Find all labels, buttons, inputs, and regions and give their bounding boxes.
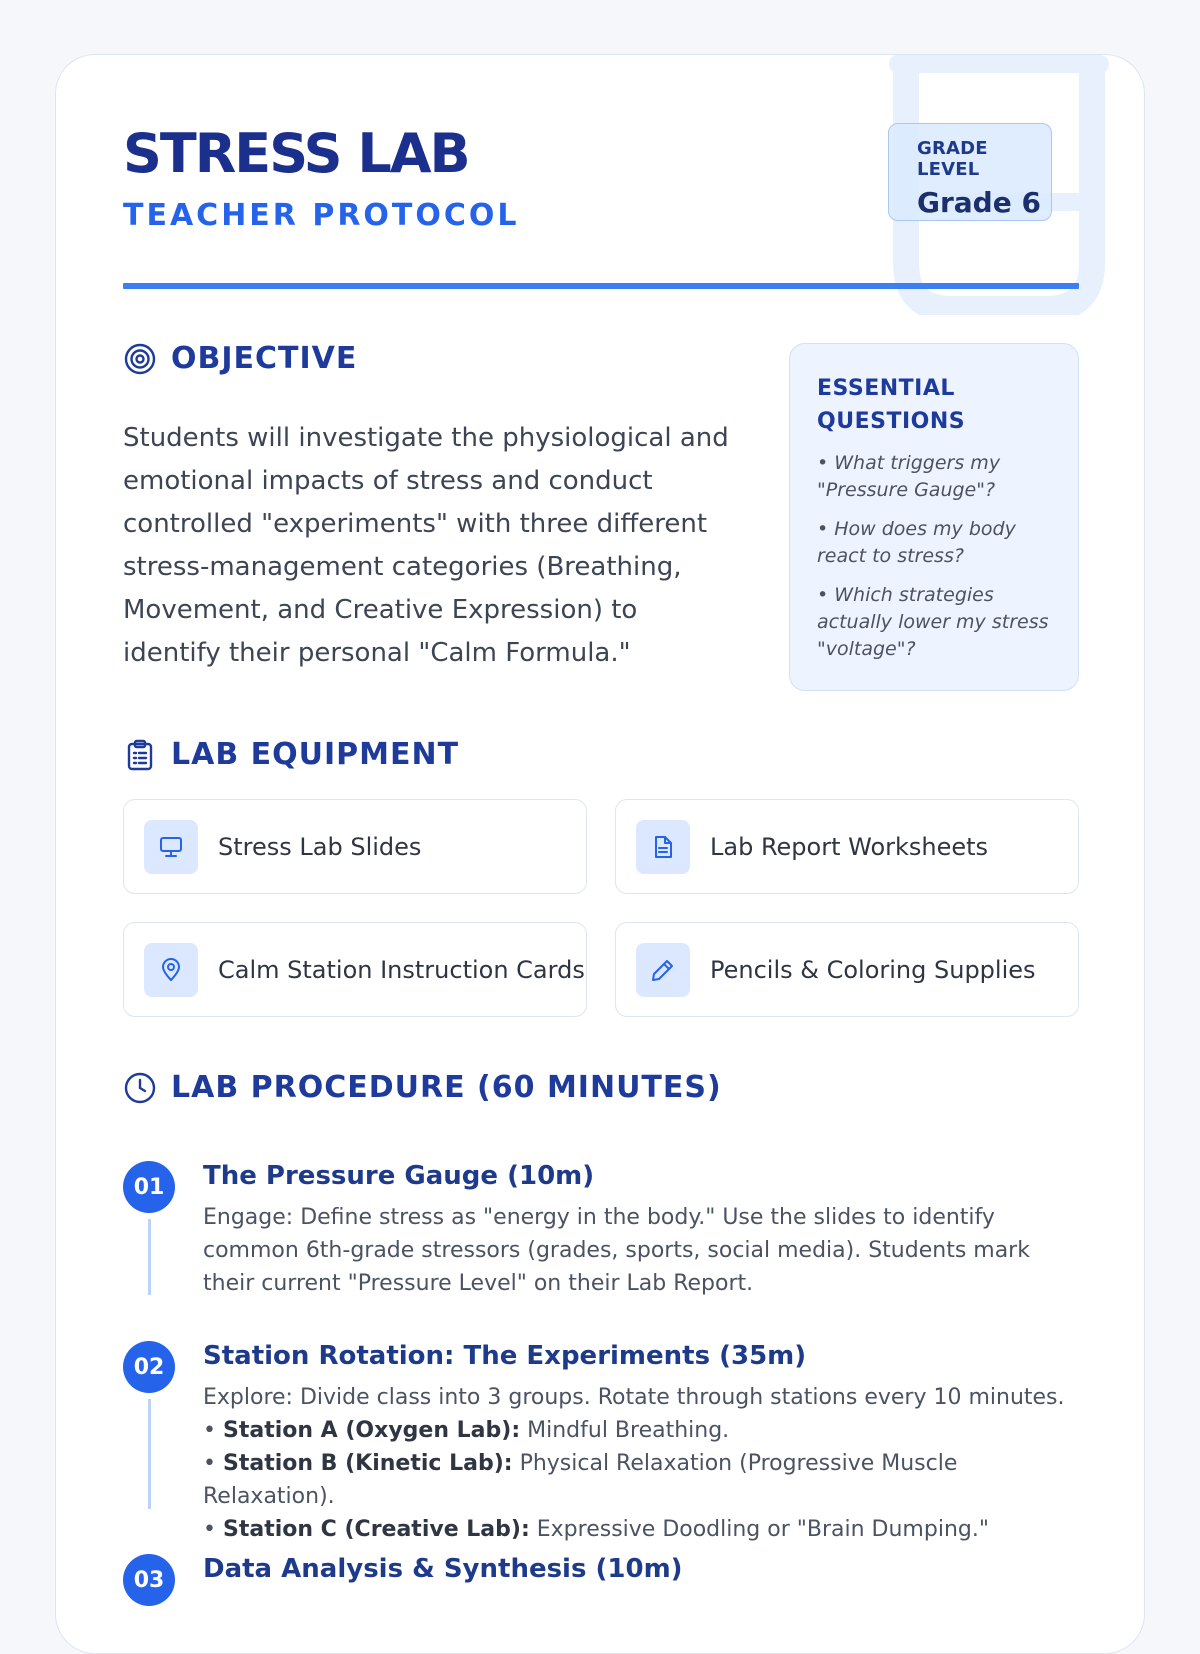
station-item: • Station A (Oxygen Lab): Mindful Breathing.: [203, 1418, 730, 1443]
equipment-heading: LAB EQUIPMENT: [171, 737, 460, 772]
objective-text: Students will investigate the physiological and emotional impacts of stress and conduct controlled "experiments" with three different stress-management categories (Breathing, Movement, and Creative Expression) to identify their personal "Calm Formula.": [123, 423, 729, 668]
procedure-heading: LAB PROCEDURE (60 MINUTES): [171, 1070, 722, 1105]
step-body: Engage: Define stress as "energy in the body." Use the slides to identify common 6th-grade stressors (grades, sports, social media). Students mark their current "Pressure Level" on their Lab Report.: [203, 1205, 1030, 1296]
step-number-badge: 02: [123, 1341, 175, 1393]
essential-questions-box: [789, 343, 1079, 691]
map-pin-icon: [158, 957, 184, 983]
clipboard-icon: [123, 738, 157, 772]
document-icon: [650, 834, 676, 860]
objective-heading: OBJECTIVE: [171, 341, 358, 376]
step-connector: [148, 1399, 151, 1509]
equipment-item: [615, 799, 1079, 894]
target-icon: [123, 342, 157, 376]
equipment-label: Stress Lab Slides: [218, 832, 422, 861]
equipment-item: [615, 922, 1079, 1017]
equipment-icon-tile: [144, 943, 198, 997]
essential-question: • What triggers my "Pressure Gauge"?: [817, 452, 1001, 501]
essential-question: • How does my body react to stress?: [817, 518, 1016, 567]
page-subtitle: TEACHER PROTOCOL: [123, 198, 520, 233]
station-item: • Station C (Creative Lab): Expressive Doodling or "Brain Dumping.": [203, 1517, 989, 1542]
step-body: [203, 1381, 1083, 1546]
equipment-label: Lab Report Worksheets: [710, 832, 989, 861]
station-desc: Mindful Breathing.: [527, 1418, 730, 1443]
procedure-header: [123, 1070, 722, 1105]
step-number-badge: 03: [123, 1554, 175, 1606]
equipment-item: [123, 799, 587, 894]
equipment-item: [123, 922, 587, 1017]
step-title: Station Rotation: The Experiments (35m): [203, 1341, 807, 1371]
step-intro: Explore: Divide class into 3 groups. Rotate through stations every 10 minutes.: [203, 1385, 1065, 1410]
station-desc: Physical Relaxation (Progressive Muscle Relaxation).: [203, 1451, 958, 1509]
grade-level-badge: [888, 123, 1052, 221]
station-name: Station B (Kinetic Lab):: [222, 1451, 513, 1476]
equipment-label: Calm Station Instruction Cards: [218, 955, 585, 984]
equipment-icon-tile: [144, 820, 198, 874]
step-connector: [148, 1219, 151, 1295]
station-name: Station A (Oxygen Lab):: [222, 1418, 521, 1443]
grade-level-value: Grade 6: [917, 186, 1041, 219]
header-divider: [123, 283, 1079, 289]
monitor-icon: [158, 834, 184, 860]
grade-level-label: GRADE LEVEL: [917, 138, 988, 180]
page-title: STRESS LAB: [123, 122, 469, 185]
essential-questions-heading: ESSENTIAL QUESTIONS: [817, 376, 966, 434]
equipment-header: [123, 737, 459, 772]
station-name: Station C (Creative Lab):: [222, 1517, 530, 1542]
equipment-label: Pencils & Coloring Supplies: [710, 955, 1036, 984]
step-title: The Pressure Gauge (10m): [203, 1161, 595, 1191]
objective-header: [123, 341, 357, 376]
protocol-card: [55, 54, 1145, 1654]
step-title: Data Analysis & Synthesis (10m): [203, 1554, 683, 1584]
essential-question: • Which strategies actually lower my stress "voltage"?: [817, 584, 1049, 660]
equipment-icon-tile: [636, 820, 690, 874]
clock-icon: [123, 1071, 157, 1105]
step-number-badge: 01: [123, 1161, 175, 1213]
pencil-icon: [650, 957, 676, 983]
station-desc: Expressive Doodling or "Brain Dumping.": [536, 1517, 989, 1542]
equipment-icon-tile: [636, 943, 690, 997]
station-item: • Station B (Kinetic Lab): Physical Relaxation (Progressive Muscle Relaxation).: [203, 1451, 958, 1509]
